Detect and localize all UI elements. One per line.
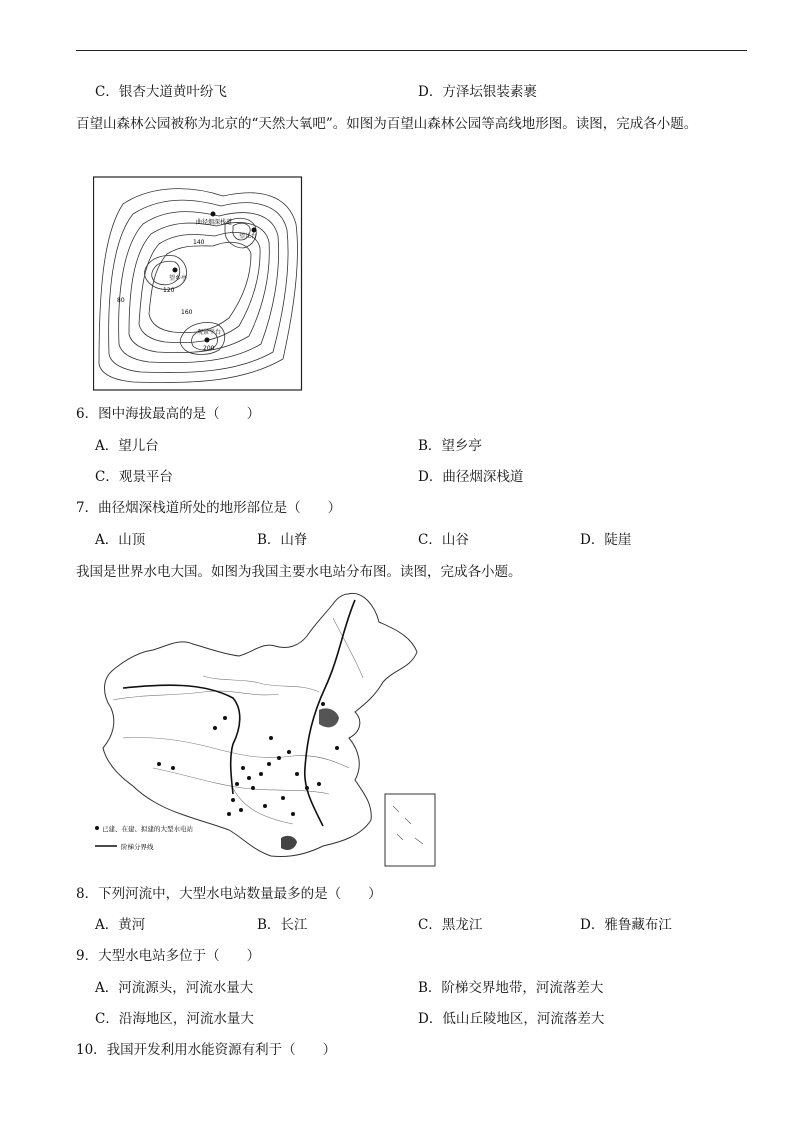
q8-option-d[interactable]: D．雅鲁藏布江	[580, 917, 672, 933]
q9-option-d[interactable]: D．低山丘陵地区，河流落差大	[418, 1011, 605, 1027]
q9-option-c[interactable]: C．沿海地区，河流水量大	[95, 1011, 254, 1027]
q9-option-a[interactable]: A．河流源头，河流水量大	[95, 980, 254, 996]
label-road: 曲径烟深栈道	[196, 219, 233, 226]
q8-option-b[interactable]: B．长江	[257, 917, 308, 933]
header-rule	[76, 50, 747, 51]
china-hydropower-map-figure	[93, 588, 443, 874]
legend-dots-label: 已建、在建、拟建的大型水电站	[102, 825, 193, 833]
prev-option-d: D．方泽坛银装素裹	[418, 84, 537, 100]
q8-option-c[interactable]: C．黑龙江	[418, 917, 483, 933]
label-platform: 观景平台	[197, 329, 222, 336]
q7-option-d[interactable]: D．陡崖	[580, 532, 632, 548]
q6-option-c[interactable]: C．观景平台	[95, 469, 173, 485]
elev-160: 160	[181, 309, 193, 316]
q7-option-c[interactable]: C．山谷	[418, 532, 469, 548]
label-wangxiangting: 望乡亭	[169, 275, 188, 282]
prev-option-c: C．银杏大道黄叶纷飞	[95, 84, 227, 100]
intro-hydropower: 我国是世界水电大国。如图为我国主要水电站分布图。读图，完成各小题。	[76, 564, 522, 580]
elev-140: 140	[193, 239, 205, 246]
contour-map	[93, 174, 305, 392]
q6-option-a[interactable]: A．望儿台	[95, 438, 159, 454]
q7-option-b[interactable]: B．山脊	[257, 532, 308, 548]
q9-stem: 9．大型水电站多位于（ ）	[76, 948, 261, 964]
contour-map-figure	[93, 174, 305, 392]
q8-option-a[interactable]: A．黄河	[95, 917, 146, 933]
q6-option-d[interactable]: D．曲径烟深栈道	[418, 469, 524, 485]
legend-line-label: 阶梯分界线	[121, 843, 154, 851]
label-wangertai: 望儿台	[239, 233, 258, 240]
q6-option-b[interactable]: B．望乡亭	[418, 438, 482, 454]
q8-stem: 8．下列河流中，大型水电站数量最多的是（ ）	[76, 886, 382, 902]
intro-baiwangshan: 百望山森林公园被称为北京的“天然大氧吧”。如图为百望山森林公园等高线地形图。读图，完成各小题。	[76, 116, 698, 132]
q6-stem: 6．图中海拔最高的是（ ）	[76, 406, 261, 422]
q9-option-b[interactable]: B．阶梯交界地带，河流落差大	[418, 980, 604, 996]
q7-option-a[interactable]: A．山顶	[95, 532, 146, 548]
elev-120: 120	[163, 287, 175, 294]
elev-80: 80	[117, 297, 125, 304]
q10-stem: 10．我国开发利用水能资源有利于（ ）	[76, 1042, 337, 1058]
china-hydropower-map	[93, 588, 443, 874]
elev-200: 200	[203, 345, 215, 352]
q7-stem: 7．曲径烟深栈道所处的地形部位是（ ）	[76, 500, 342, 516]
